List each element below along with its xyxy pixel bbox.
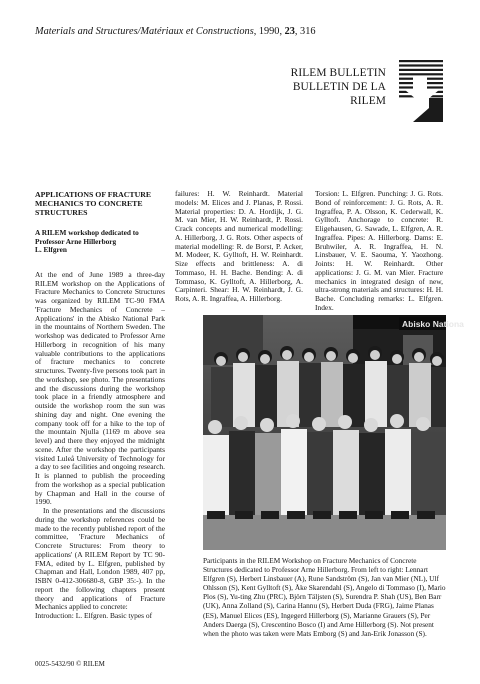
bulletin-title-en: RILEM BULLETIN xyxy=(290,67,386,79)
rilem-logo xyxy=(399,60,443,122)
photo-caption: Participants in the RILEM Workshop on Fracture Mechanics of Concrete Structures dedicated to Professor Arne Hillerborg. From left to right: Lennart Elfgren (S), Herbert Linsbauer (A), Rune Sandström (S), Jan van Mier (NL), Ulf Ohlsson (S), Kent Gylltoft (S), Åke Skarendahl (S), Angelo di Tommaso (I), Mario Plos (S), Yu-ting Zhu (PRC), Björn Täljsten (S), Surendra P. Shah (US), Ben Barr (UK), Anna Zolland (S), Carina Hannu (S), Herbert Duda (FRG), Jaime Planas (ES), Manuel Elices (ES), Ingegerd Hillerborg (S), Marianne Grauers (S), Per Anders Daerga (S), Crescentino Bosco (I) and Arne Hillerborg (S). Not present when the photo was taken were Mats Emborg (S) and Jan-Erik Jonasson (S). xyxy=(203,556,446,638)
column-3 xyxy=(315,190,443,313)
bulletin-title xyxy=(256,66,386,108)
body-paragraph: Introduction: L. Elfgren. Basic types of xyxy=(35,611,153,621)
group-photo xyxy=(203,315,464,550)
body-paragraph: failures: H. W. Reinhardt. Material models: M. Elices and J. Planas, P. Rossi. Material properties: D. A. Hordijk, J. G. M. van Mier, H. W. Reinhardt, P. Rossi. Crack concepts and numerical modelling: A. Hillerborg, J. G. Rots. Other aspects of material modelling: R. de Borst, P. Acker, M. Modeer, K. Gylltoft, H. W. Reinhardt. Size effects and brittleness: A. di Tommaso, H. H. Bache. Bending: A. di Tommaso, K. Gylltoft, A. Hillerborg, A. Carpinteri. Shear: H. W. Reinhardt, J. G. Rots, A. R. Ingraffea, A. Hillerborg. xyxy=(175,189,303,303)
photo-sign: Abisko Nationa xyxy=(402,319,464,329)
body-paragraph: At the end of June 1989 a three-day RILEM workshop on the Applications of Fracture Mechanics to Concrete Structures was organized by RILEM TC-90 FMA 'Fracture Mechanics of Concrete – Applications' in the Abisko National Park in the mountains of Northern Sweden. The workshop was dedicated to Professor Arne Hillerborg in recognition of his many valuable contributions to the applications of fracture mechanics to concrete structures. Twenty-five persons took part in the workshop, see photo. The presentations and the discussions during the workshop took place in a friendly atmosphere and outside the workshop room the sun was shining day and night. One evening the company took off for a hike to the top of the mountain Njulla (1169 m above sea level) and there they enjoyed the midnight scene. After the workshop the participants visited Luleå University of Technology for a day to see facilities and ongoing research. It is planned to publish the proceeding from the workshop as a special publication by Chapman and Hall in the course of 1990. xyxy=(35,269,165,507)
page-footer: 0025-5432/90 © RILEM xyxy=(35,660,105,668)
article-subtitle-text: A RILEM workshop dedicated to Professor Arne Hillerborg xyxy=(35,228,139,246)
body-paragraph: Torsion: L. Elfgren. Punching: J. G. Rots. Bond of reinforcement: J. G. Rots, A. R. Ingraffea, P. A. Olsson, K. Cederwall, K. Gylltoft. Anchorage to concrete: R. Eligehausen, G. Sawade, L. Elfgren, A. R. Ingraffea. Pipes: A. Hillerborg. Dams: E. Bruhwiler, A. R. Ingraffea, H. N. Linsbauer, V. E. Saouma, Y. Yaozhong. Joints: H. W. Reinhardt. Other applications: J. G. M. van Mier. Fracture mechanics in integrated design of new, ultra-strong materials and structures: H. H. Bache. Concluding remarks: L. Elfgren. Index. xyxy=(315,189,443,312)
journal-year: , 1990, xyxy=(253,26,285,37)
journal-pages: , 316 xyxy=(294,26,316,37)
body-paragraph: In the presentations and the discussions during the workshop references could be made to the recently published report of the committee, 'Fracture Mechanics of Concrete Structures: From theory to applications' (A RILEM Report by TC 90-FMA, edited by L. Elfgren, published by Chapman and Hall, London 1989, 407 pp, ISBN 0-412-306680-8, GBP 35:-). In the report the following chapters present theory and applications of Fracture Mechanics applied to concrete: xyxy=(35,506,165,612)
group-photo-image xyxy=(203,315,464,550)
column-2 xyxy=(175,190,303,304)
column-1 xyxy=(35,190,165,621)
journal-header xyxy=(35,26,315,37)
bulletin-title-fr: BULLETIN DE LA RILEM xyxy=(292,81,386,107)
article-title: APPLICATIONS OF FRACTURE MECHANICS TO CONCRETE STRUCTURES xyxy=(35,190,152,217)
article-author: L. Elfgren xyxy=(35,245,67,255)
article-subtitle xyxy=(35,229,165,255)
journal-volume: 23 xyxy=(284,26,295,37)
journal-name: Materials and Structures/Matériaux et Constructions xyxy=(35,26,254,37)
